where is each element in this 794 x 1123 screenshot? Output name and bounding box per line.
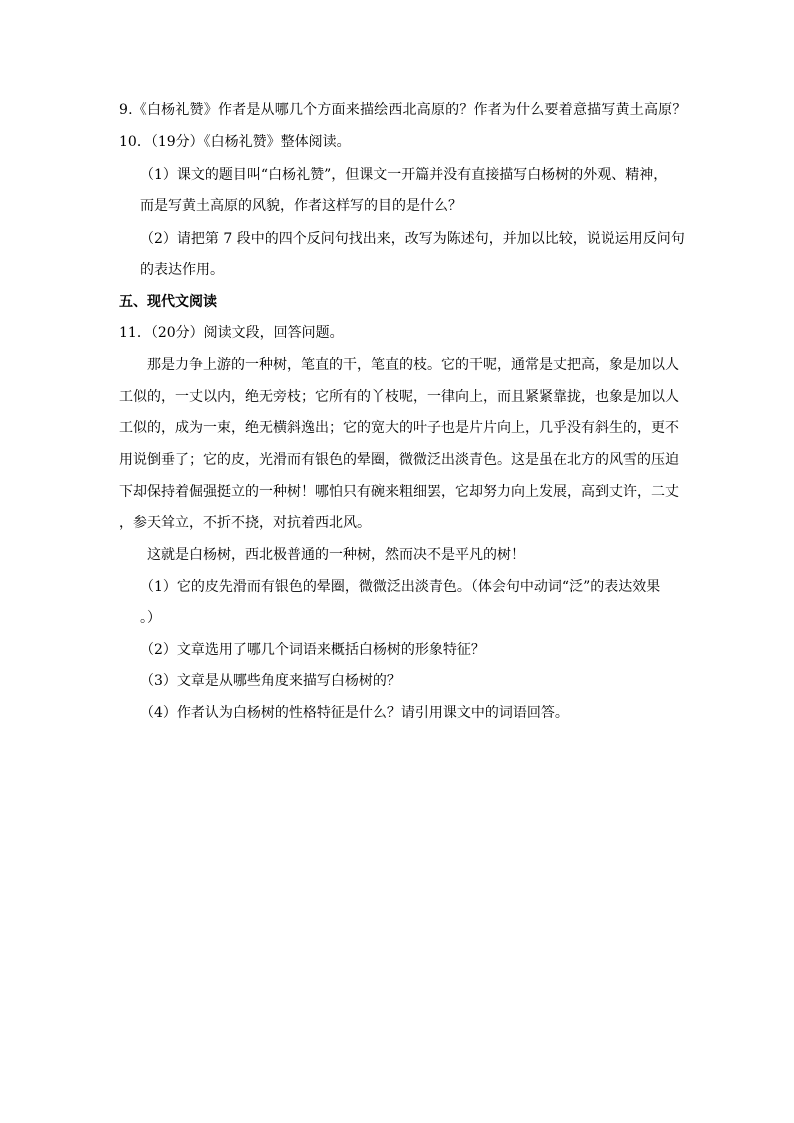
- passage-ending: 这就是白杨树，西北极普通的一种树，然而决不是平凡的树！: [147, 547, 525, 563]
- passage-line: 工似的，成为一束，绝无横斜逸出；它的宽大的叶子也是片片向上，几乎没有斜生的，更不: [119, 420, 679, 436]
- question-11-sub3: （3）文章是从哪些角度来描写白杨树的？: [140, 673, 401, 689]
- question-10-sub2-line1: （2）请把第 7 段中的四个反问句找出来，改写为陈述句，并加以比较，说说运用反问句: [140, 231, 685, 247]
- question-11-sub1-line2: 。）: [140, 610, 161, 626]
- question-10-sub1-line1: （1）课文的题目叫“白杨礼赞”，但课文一开篇并没有直接描写白杨树的外观、精神，: [140, 167, 668, 183]
- passage-line: ，参天耸立，不折不挠，对抗着西北风。: [119, 515, 371, 531]
- passage-line: 工似的，一丈以内，绝无旁枝；它所有的丫枝呢，一律向上，而且紧紧靠拢，也象是加以人: [119, 389, 679, 405]
- passage-line: 下却保持着倔强挺立的一种树！哪怕只有碗来粗细罢，它却努力向上发展，高到丈许，二丈: [119, 484, 679, 500]
- section-heading: 五、现代文阅读: [119, 294, 217, 310]
- question-9: 9.《白杨礼赞》作者是从哪几个方面来描绘西北高原的？作者为什么要着意描写黄土高原？: [119, 102, 687, 118]
- question-11-sub2: （2）文章选用了哪几个词语来概括白杨树的形象特征？: [140, 642, 485, 658]
- question-10-sub2-line2: 的表达作用。: [140, 262, 224, 278]
- question-11-title: 11．（20分）阅读文段，回答问题。: [119, 325, 344, 341]
- question-11-sub1-line1: （1）它的皮先滑而有银色的晕圈，微微泛出淡青色。（体会句中动词“泛”的表达效果: [140, 579, 661, 595]
- question-10-sub1-line2: 而是写黄土高原的风貌，作者这样写的目的是什么？: [140, 198, 462, 214]
- question-11-sub4: （4）作者认为白杨树的性格特征是什么？请引用课文中的词语回答。: [140, 705, 569, 721]
- question-10-title: 10．（19分）《白杨礼赞》整体阅读。: [119, 134, 351, 150]
- passage-line: 那是力争上游的一种树，笔直的干，笔直的枝。它的干呢，通常是丈把高，象是加以人: [147, 357, 679, 373]
- passage-line: 用说倒垂了；它的皮，光滑而有银色的晕圈，微微泛出淡青色。这是虽在北方的风雪的压迫: [119, 452, 679, 468]
